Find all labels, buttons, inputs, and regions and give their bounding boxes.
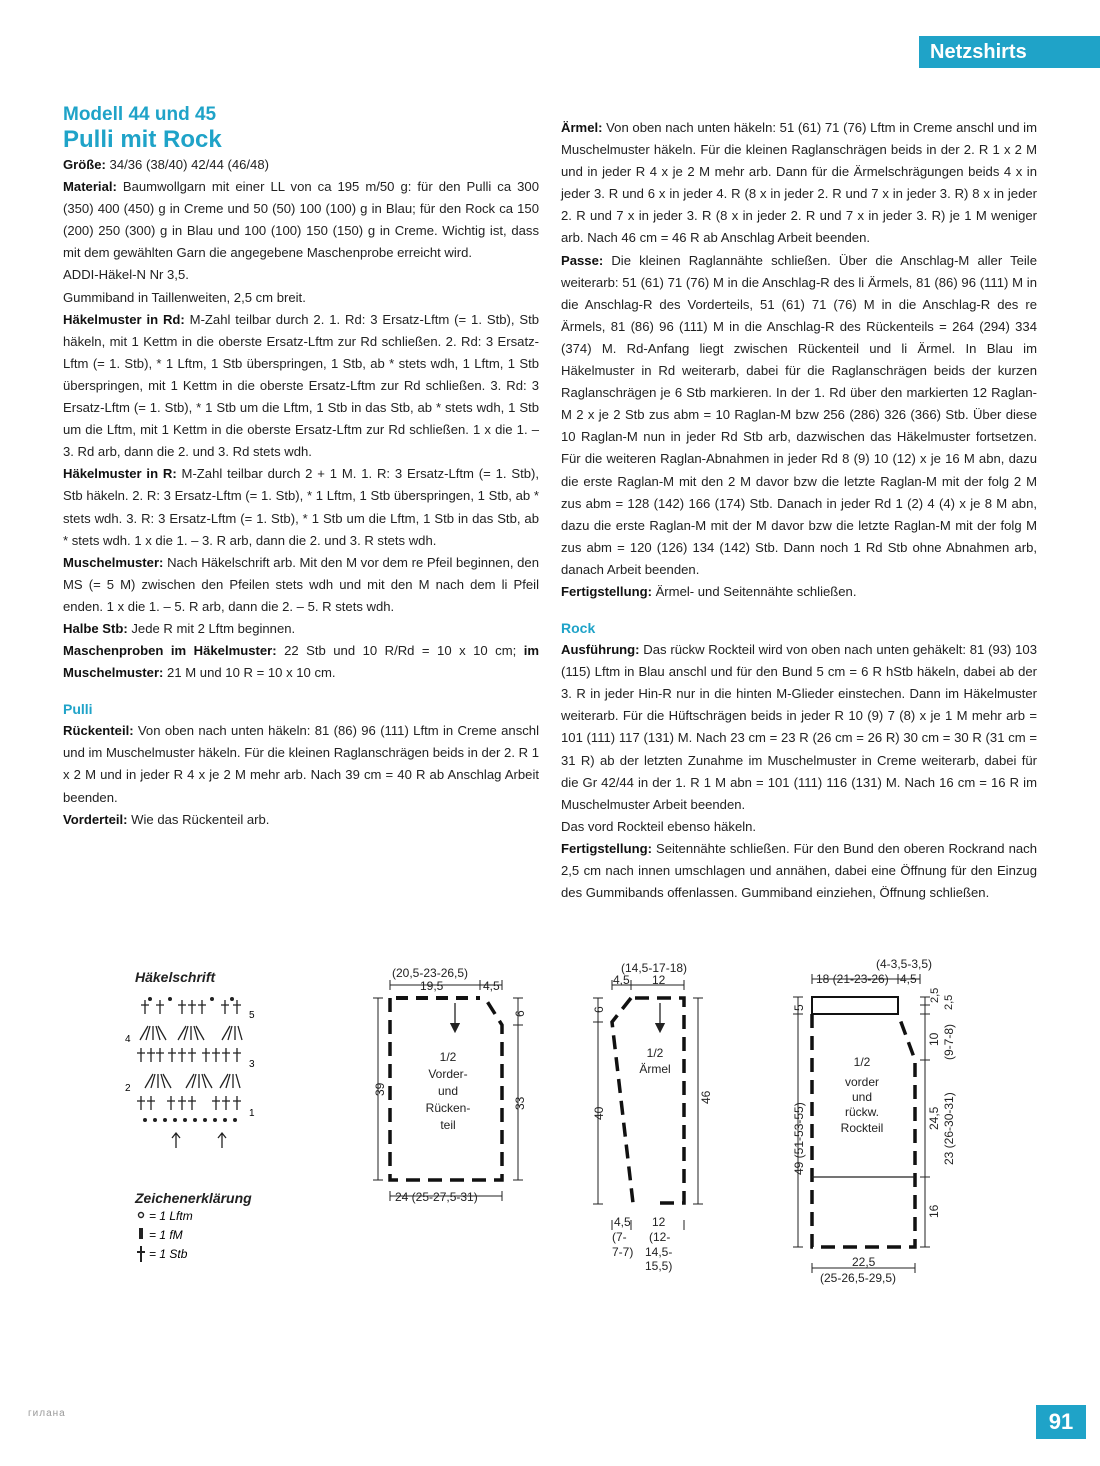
chart-chain-dots (143, 997, 237, 1122)
skirt-hip-var: (9-7-8) (942, 1023, 956, 1060)
chart-row-5: 5 (249, 1010, 255, 1021)
body-name-5: teil (440, 1118, 456, 1132)
gauge-paragraph: Maschenproben im Häkelmuster: 22 Stb und 10 R/Rd = 10 x 10 cm; im Muschelmuster: 21 M und 10 R = 10 x 10 cm. (63, 643, 540, 681)
sleeve-outline (612, 998, 684, 1203)
body-side-short: 6 (513, 1010, 527, 1017)
sleeve-bottom-a3: 7-7) (612, 1245, 634, 1259)
skirt-bottom-a: 22,5 (852, 1255, 876, 1269)
body-name-3: und (437, 1084, 459, 1098)
body-inner-height: 33 (513, 1096, 527, 1110)
body-name-4: Rücken- (425, 1101, 471, 1115)
skirt-top-b: 4,5 (900, 972, 917, 986)
pattern-rounds-paragraph: Häkelmuster in Rd: M-Zahl teilbar durch 2. 1. Rd: 3 Ersatz-Lftm (= 1. Stb), Stb häkeln, mit 1 Kettm in die oberste Ersatz-Lftm zur Rd schließen. 2. Rd: 3 Ersatz-Lftm (= 1. Stb), * 1 Lftm, 1 Stb überspringen, 1 Stb, ab * stets wdh, 1 Lftm, 1 Stb überspringen, mit 1 Kettm in die oberste Ersatz-Lftm zur Rd schließen. 3. Rd: 3 Ersatz-Lftm (= 1. Stb), * 1 Stb um die Lftm, 1 Stb in das Stb, ab * stets wdh, 1 Stb um die Lftm, mit 1 Kettm in die oberste Ersatz-Lftm zur Rd schließen. 1 x die 1. – 3. Rd arb, dann die 2. und 3. Rd stets wdh. (63, 311, 540, 460)
half-dc-paragraph: Halbe Stb: Jede R mit 2 Lftm beginnen. (63, 620, 296, 636)
skirt-heading: Rock (561, 620, 596, 637)
back-paragraph: Rückenteil: Von oben nach unten häkeln: 81 (86) 96 (111) Lftm in Creme anschl und im Muschelmuster häkeln. Für die kleinen Raglanschrägen beids in der 2. R 1 x 2 M und in jeder R 4 x je 2 M mehr arb. Nach 39 cm = 40 R ab Anschlag Arbeit beenden. (63, 723, 539, 805)
skirt-hip: 10 (927, 1032, 941, 1046)
skirt-waistband (812, 997, 898, 1014)
skirt-execution-paragraph: Ausführung: Das rückw Rockteil wird von oben nach unten gehäkelt: 81 (93) 103 (115) Lftm in Blau anschl und für den Bund 5 cm = 6 R hStb häkeln, dabei ab der 3. R in jeder Hin-R nur in die hinten M-Glieder einstechen. Dann im Häkelmuster weiterarb. Für die Hüftschrägen beids in jeder R 10 (9) 7 (8) x je 1 M mehr arb = 101 (111) 117 (131) M. Nach 23 cm = 23 R (26 cm = 26 R) 30 cm = 30 R (31 cm = 31 R) ab der letzten Zunahme im Muschelmuster in Creme weiterarb, dabei für die Gr 42/44 in der 1. R 1 M abn = 101 (111) 116 (131) M. Nach 16 cm = 16 R im Muschelmuster Arbeit beenden. (561, 642, 1037, 812)
skirt-name-2: vorder (844, 1075, 880, 1089)
section-tab: Netzshirts (919, 36, 1100, 68)
sleeve-top-label: (14,5-17-18) (621, 961, 688, 975)
sleeve-height-right: 46 (699, 1090, 713, 1104)
skirt-bottom-b: (25-26,5-29,5) (820, 1271, 897, 1285)
skirt-schematic (792, 957, 956, 1285)
skirt-height-left: 49 (51-53-55) (792, 1102, 806, 1175)
skirt-bund-r1: 2,5 (929, 987, 941, 1003)
sleeve-bottom-b4: 15,5) (645, 1259, 673, 1273)
body-name-2: Vorder- (428, 1067, 468, 1081)
sleeve-top-b: 12 (652, 973, 666, 987)
double-crochet-icon (137, 1246, 145, 1262)
sleeve-paragraph: Ärmel: Von oben nach unten häkeln: 51 (61) 71 (76) Lftm in Creme anschl und im Muschelmuster häkeln. Für die kleinen Raglanschrägen beids in der 2. R 1 x 2 M und in jeder R 4 x je 2 M mehr arb. Dann für die Ärmelschrägungen beids 4 x in jeder 3. R und 6 x in jeder 4. R (8 x in jeder 2. R und 7 x in jeder 3. R) 8 x in jeder 2. R und 7 x in jeder 3. R (8 x in jeder 2. R und 7 x in jeder 3. R) je 1 M weniger arb. Nach 46 cm = 46 R ab Anschlag Arbeit beenden. (561, 120, 1037, 246)
body-height: 39 (373, 1082, 387, 1096)
pattern-rows-paragraph: Häkelmuster in R: M-Zahl teilbar durch 2 + 1 M. 1. R: 3 Ersatz-Lftm (= 1. Stb), Stb häkeln. 2. R: 3 Ersatz-Lftm (= 1. Stb), * 1 Lftm, 1 Stb überspringen, 1 Stb, ab * stets wdh. 3. R: 3 Ersatz-Lftm (= 1. Stb), * 1 Stb um die Lftm, 1 Stb in das Stb, ab * stets wdh. 1 x die 1. – 3. R arb, dann die 2. und 3. R stets wdh. (63, 466, 539, 548)
skirt-finishing-paragraph: Fertigstellung: Seitennähte schließen. Für den Bund den oberen Rockrand nach 2,5 cm nach innen umschlagen und annähen, dabei eine Öffnung für den Einzug des Gummibands offenlassen. Gummiband einziehen, Öffnung schließen. (561, 840, 1037, 901)
body-top-b: 4,5 (483, 979, 500, 993)
skirt-bund-r2: 2,5 (943, 994, 955, 1010)
chart-row-1: 1 (249, 1108, 255, 1119)
single-crochet-icon (139, 1228, 143, 1239)
model-title: Pulli mit Rock (63, 126, 222, 153)
skirt-bottom-height: 16 (927, 1204, 941, 1218)
skirt-bund: 5 (792, 1004, 806, 1011)
legend-item-3: = 1 Stb (149, 1247, 188, 1261)
size-paragraph: Größe: 34/36 (38/40) 42/44 (46/48) (63, 157, 269, 172)
body-bottom: 24 (25-27,5-31) (395, 1190, 478, 1204)
legend-item-2: = 1 fM (149, 1228, 183, 1242)
skirt-name-1: 1/2 (853, 1055, 871, 1069)
material-paragraph: Material: Baumwollgarn mit einer LL von ca 195 m/50 g: für den Pulli ca 300 (350) 400 (450) g in Creme und 50 (50) 100 (100) g in Blau; für den Rock ca 150 (200) 250 (300) g in Blau und 100 (100) 150 (150) g in Creme. Wichtig ist, dass mit dem gewählten Garn die angegebene Maschenprobe erreicht wird. (63, 179, 539, 261)
sleeve-bottom-b2: (12- (649, 1230, 671, 1244)
shell-pattern-paragraph: Muschelmuster: Nach Häkelschrift arb. Mit den M vor dem re Pfeil beginnen, den MS (= 5 M) zwischen den Pfeilen stets wdh und mit den M nach dem li Pfeil enden. 1 x die 1. – 5. R arb, dann die 2. – 5. R stets wdh. (63, 554, 539, 614)
sleeve-name-1: 1/2 (646, 1046, 664, 1060)
elastic-paragraph: Gummiband in Taillenweiten, 2,5 cm breit. (63, 289, 306, 305)
right-column (561, 117, 1037, 904)
sleeve-name-2: Ärmel (639, 1062, 671, 1076)
model-subtitle: Modell 44 und 45 (63, 104, 217, 125)
schematics (0, 940, 1100, 1300)
chart-row-3: 3 (249, 1059, 255, 1070)
skirt-top-a: 18 (21-23-26) (816, 972, 889, 986)
chart-row-4: 4 (125, 1034, 131, 1045)
front-paragraph: Vorderteil: Wie das Rückenteil arb. (63, 811, 270, 827)
legend-title: Zeichenerklärung (135, 1190, 252, 1206)
sleeve-top-a: 4,5 (613, 973, 630, 987)
skirt-top-label: (4-3,5-3,5) (876, 957, 933, 971)
chart-symbols (137, 1000, 242, 1148)
skirt-name-5: Rockteil (840, 1121, 884, 1135)
hook-paragraph: ADDI-Häkel-N Nr 3,5. (63, 267, 189, 283)
skirt-front-paragraph: Das vord Rockteil ebenso häkeln. (561, 818, 757, 834)
skirt-name-3: und (851, 1090, 873, 1104)
footer-brand: гилана (28, 1408, 66, 1419)
page-number: 91 (1036, 1405, 1086, 1439)
skirt-mid: 24,5 (927, 1106, 941, 1130)
legend-item-1: = 1 Lftm (149, 1209, 193, 1223)
chart-title: Häkelschrift (135, 969, 216, 985)
sleeve-bottom-a2: (7- (612, 1230, 627, 1244)
finishing-paragraph: Fertigstellung: Ärmel- und Seitennähte schließen. (561, 583, 857, 599)
left-column (63, 104, 539, 831)
sleeve-side-short: 6 (592, 1006, 606, 1013)
sleeve-bottom-a: 4,5 (614, 1215, 631, 1229)
body-top-label: (20,5-23-26,5) (392, 966, 469, 980)
skirt-mid-var: 23 (26-30-31) (942, 1092, 956, 1165)
body-top-a: 19,5 (420, 979, 444, 993)
body-schematic (373, 966, 527, 1204)
chain-icon (139, 1213, 144, 1218)
chart-row-2: 2 (125, 1083, 131, 1094)
sleeve-height-left: 40 (592, 1106, 606, 1120)
crochet-chart (125, 969, 255, 1262)
body-name-1: 1/2 (439, 1050, 457, 1064)
sleeve-bottom-b3: 14,5- (645, 1245, 673, 1259)
sleeve-bottom-b: 12 (652, 1215, 666, 1229)
skirt-name-4: rückw. (844, 1105, 880, 1119)
sleeve-schematic (592, 961, 713, 1273)
pulli-heading: Pulli (63, 701, 93, 718)
yoke-paragraph: Passe: Die kleinen Raglannähte schließen. Über die Anschlag-M aller Teile weiterarb: 51 (61) 71 (76) M in die Anschlag-R des li Ärmels, 81 (86) 96 (111) M in die Anschlag-R des Vorderteils, 51 (61) 71 (76) M in die Anschlag-R des re Ärmels, 81 (86) 96 (111) M in die Anschlag-R des Rückenteils = 264 (294) 334 (374) M. Rd-Anfang liegt zwischen Rückenteil und li Ärmel. In Blau im Häkelmuster in Rd weiterarb, dabei für die Raglanschrägen beids der kurzen Raglanschrägen je 6 Stb markieren. In der 1. Rd über den markierten 12 Raglan-M 2 x je 2 Stb zus abm = 10 Raglan-M bzw 256 (286) 326 (366) Stb. Über diese 10 Raglan-M nun in jeder Rd Stb arb, dazwischen das Häkelmuster fortsetzen. Für die weiteren Raglan-Abnahmen in jeder Rd 8 (9) 10 (12) x je 16 M abn, dazu die erste Raglan-M mit den 2 M davor bzw die letzte Raglan-M mit der folg 2 M zus abm = 128 (142) 166 (174) Stb. Danach in jeder Rd 1 (2) 4 (4) x je 8 M abn, dazu die erste Raglan-M mit der M davor bzw die letzte Raglan-M mit der folg M zus abm = 120 (126) 134 (142) Stb. Dann noch 1 Rd Stb ohne Abnahmen arb, danach Arbeit beenden. (561, 252, 1037, 577)
